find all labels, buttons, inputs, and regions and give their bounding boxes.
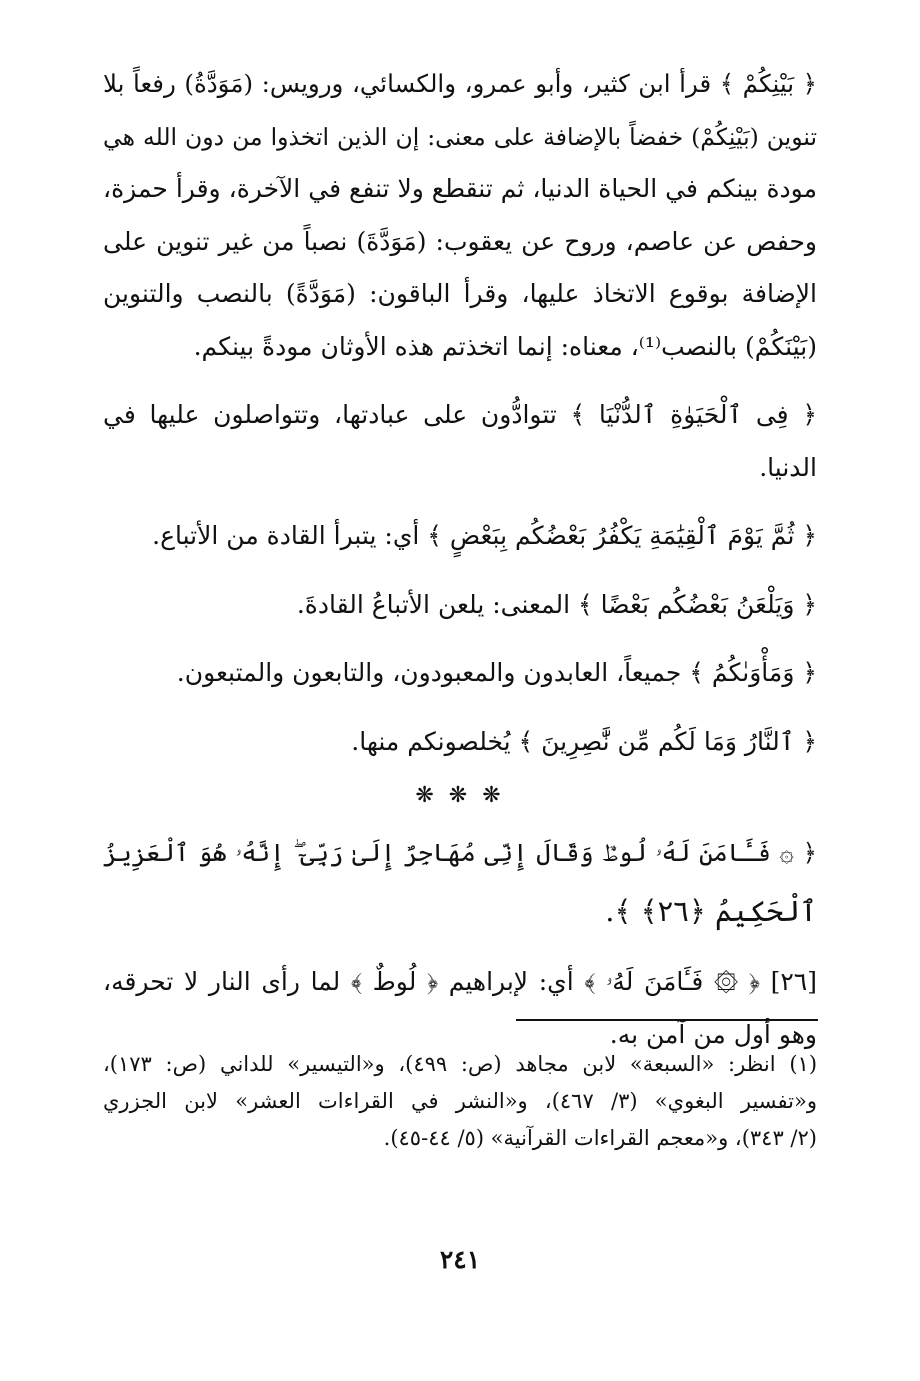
verse-line: ٱلْحَكِيمُ ﴿٢٦﴾ ﴾. (605, 894, 817, 928)
paragraph-readings (103, 58, 817, 373)
page-number: ٢٤١ (439, 1245, 481, 1274)
paragraph-gap (103, 494, 817, 510)
footnote-line: (١) انظر: «السبعة» لابن مجاهد (ص: ٤٩٩)، و«التيسير» للداني (ص: ١٧٣)، (103, 1052, 817, 1076)
section-separator: ❋ ❋ ❋ (415, 783, 505, 808)
text-line: مودة بينكم في الحياة الدنيا، ثم تنقطع ولا تنفع في الآخرة، وقرأ حمزة، (103, 174, 817, 203)
text-line: ﴿ بَيْنِكُمْ ﴾ قرأ ابن كثير، وأبو عمرو، والكسائي، ورويس: (مَوَدَّةُ) رفعاً بلا (103, 69, 817, 98)
main-text (103, 58, 817, 1061)
quran-verse (103, 824, 817, 940)
footnote-line: (٢/ ٣٤٣)، و«معجم القراءات القرآنية» (٥/ ٤٤-٤٥). (383, 1126, 817, 1150)
text-line: الإضافة بوقوع الاتخاذ عليها، وقرأ الباقون: (مَوَدَّةً) بالنصب والتنوين (103, 279, 817, 308)
paragraph-cursing: ﴿ وَيَلْعَنُ بَعْضُكُم بَعْضًا ﴾ المعنى: يلعن الأتباعُ القادةَ. (296, 589, 817, 619)
text-line: تنوين (بَيْنِكُمْ) خفضاً بالإضافة على معنى: إن الذين اتخذوا من دون الله هي (103, 122, 817, 151)
paragraph-abode: ﴿ وَمَأْوَىٰكُمُ ﴾ جميعاً، العابدون والمعبودون، والتابعون والمتبعون. (176, 658, 817, 687)
footnote-divider (516, 1019, 818, 1021)
paragraph-gap (103, 373, 817, 389)
text-line: وحفص عن عاصم، وروح عن يعقوب: (مَوَدَّةَ) نصباً من غير تنوين على (103, 226, 817, 256)
paragraph-gap (103, 940, 817, 956)
footnotes (103, 1046, 817, 1157)
paragraph-fire: ﴿ ٱلنَّارُ وَمَا لَكُم مِّن نَّٰصِرِينَ ﴾ يُخلصونكم منها. (351, 726, 817, 756)
text-line: (بَيْنَكُمْ) بالنصب⁽¹⁾، معناه: إنما اتخذتم هذه الأوثان مودةً بينكم. (193, 331, 817, 361)
footnote-line: و«تفسير البغوي» (٣/ ٤٦٧)، و«النشر في القراءات العشر» لابن الجزري (103, 1089, 817, 1113)
paragraph-day-of-resurrection: ﴿ ثُمَّ يَوْمَ ٱلْقِيَٰمَةِ يَكْفُرُ بَعْضُكُم بِبَعْضٍ ﴾ أي: يتبرأ القادة من الأتباع. (152, 521, 817, 550)
text-line: وهو أول من آمن به. (609, 1019, 817, 1049)
paragraph-gap (103, 563, 817, 579)
verse-line: ﴿ ۞ فَـَٔامَنَ لَهُۥ لُوطٌۘ وَقَالَ إِنِّى مُهَاجِرٌ إِلَىٰ رَبِّىٓ ۖ إِنَّهُۥ هُوَ ٱلْعَزِيزُ (103, 838, 817, 867)
text-line: [٢٦] ﴿ ۞ فَـَٔامَنَ لَهُۥ ﴾ أي: لإبراهيم ﴿ لُوطٌ ﴾ لما رأى النار لا تحرقه، (103, 967, 817, 996)
paragraph-worldly-life (103, 389, 817, 494)
paragraph-gap (103, 700, 817, 716)
text-line: الدنيا. (759, 452, 817, 482)
text-line: ﴿ فِى ٱلْحَيَوٰةِ ٱلدُّنْيَا ﴾ تتوادُّون على عبادتها، وتتواصلون عليها في (103, 400, 817, 429)
paragraph-gap (103, 631, 817, 647)
